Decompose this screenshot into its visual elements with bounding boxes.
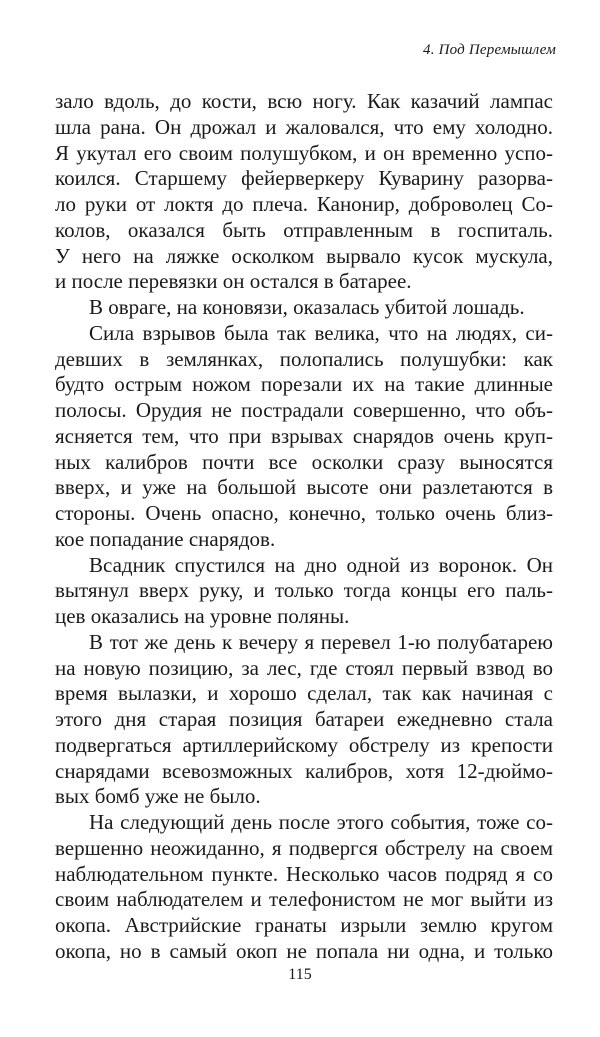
text-line: окопа. Австрийские гранаты изрыли землю кругом — [55, 913, 553, 937]
text-line: кое попадание снарядов. — [55, 526, 276, 551]
text-line: этого дня старая позиция батареи ежедневно стала — [55, 707, 553, 731]
text-line: будто острым ножом порезали их на такие длинные — [55, 372, 553, 397]
text-line: ло руки от локтя до плеча. Канонир, доброволец Со- — [55, 192, 553, 216]
text-line: снарядами всевозможных калибров, хотя 12-дюймо- — [55, 758, 553, 783]
paragraph — [55, 295, 553, 321]
text-line: Сила взрывов была так велика, что на людях, си- — [89, 320, 553, 345]
text-line: колов, оказался быть отправленным в госпиталь. — [55, 217, 553, 242]
text-line: стороны. Очень опасно, конечно, только очень близ- — [55, 501, 553, 525]
running-head: 4. Под Перемышлем — [423, 42, 556, 58]
paragraph — [55, 321, 553, 553]
text-line: наблюдательном пункте. Несколько часов подряд я со — [55, 861, 553, 886]
text-line: шла рана. Он дрожал и жаловался, что ему холодно. — [55, 114, 553, 139]
text-line: своим наблюдателем и телефонистом не мог выйти из — [55, 887, 553, 912]
text-line: В овраге, на коновязи, оказалась убитой лошадь. — [89, 295, 525, 319]
paragraph — [55, 630, 553, 810]
text-line: зало вдоль, до кости, всю ногу. Как казачий лампас — [55, 89, 553, 113]
body-text — [55, 89, 553, 965]
text-line: ясняется тем, что при взрывах снарядов очень круп- — [55, 423, 553, 448]
text-line: У него на ляжке осколком вырвало кусок мускула, — [55, 243, 553, 268]
text-line: полосы. Орудия не пострадали совершенно, что объ- — [55, 398, 553, 422]
text-line: вых бомб уже не было. — [55, 784, 261, 809]
text-line: и после перевязки он остался в батарее. — [55, 269, 412, 294]
text-line: В тот же день к вечеру я перевел 1-ю полубатарею — [89, 629, 553, 654]
text-line: вверх, и уже на большой высоте они разлетаются в — [55, 475, 553, 500]
text-line: девших в землянках, полопались полушубки: как — [55, 346, 553, 371]
text-line: Всадник спустился на дно одной из воронок. Он — [89, 552, 553, 577]
text-line: ных калибров почти все осколки сразу выносятся — [55, 449, 553, 474]
paragraph — [55, 810, 553, 965]
text-line: коился. Старшему фейерверкеру Куварину разорва- — [55, 166, 553, 191]
text-line: окопа, но в самый окоп не попала ни одна, и только — [55, 938, 553, 963]
text-line: на новую позицию, за лес, где стоял первый взвод во — [55, 655, 553, 680]
text-line: Я укутал его своим полушубком, и он временно успо- — [55, 140, 553, 165]
paragraph — [55, 553, 553, 630]
text-line: цев оказались на уровне поляны. — [55, 604, 350, 628]
text-line: вытянул вверх руку, и только тогда концы его паль- — [55, 578, 553, 603]
text-line: время вылазки, и хорошо сделал, так как начиная с — [55, 681, 553, 706]
text-line: вершенно неожиданно, я подвергся обстрелу на своем — [55, 835, 553, 860]
text-line: подвергаться артиллерийскому обстрелу из крепости — [55, 732, 553, 757]
paragraph-continuation — [55, 89, 553, 295]
page-number: 115 — [288, 966, 312, 983]
text-line: На следующий день после этого события, тоже со- — [89, 810, 553, 834]
